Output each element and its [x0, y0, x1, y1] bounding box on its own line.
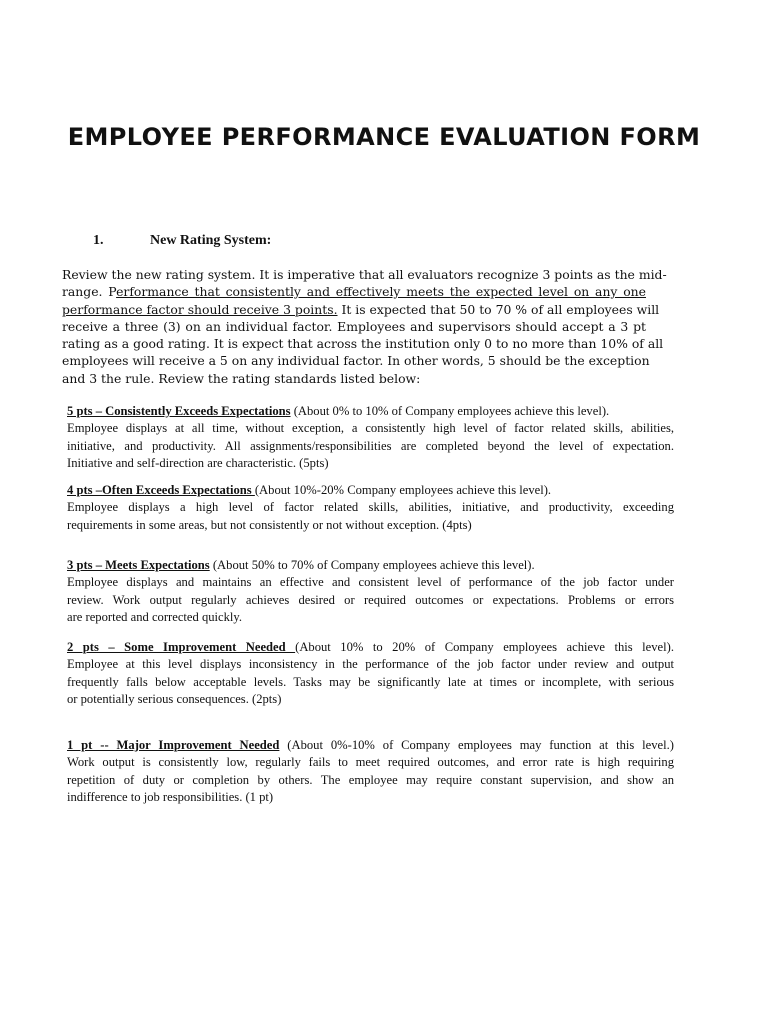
level-text-line: Employee displays at all time, without exception, a consistently high level of factor related skills, abilities,	[67, 421, 674, 436]
intro-line: rating as a good rating. It is expect that across the institution only 0 to no more than 10% of all	[62, 336, 664, 352]
rating-level-2	[67, 639, 674, 709]
intro-line: and 3 the rule. Review the rating standards listed below:	[62, 370, 421, 386]
level-text-line: requirements in some areas, but not consistently or not without exception. (4pts)	[67, 517, 472, 532]
level-share: (About 50% to 70% of Company employees achieve this level).	[209, 558, 535, 572]
level-heading-line	[67, 482, 674, 499]
level-heading-line	[67, 403, 674, 420]
level-text-line: initiative, and productivity. All assignments/responsibilities are completed beyond the level of expectation.	[67, 438, 674, 453]
level-text-line: Work output is consistently low, regularly fails to meet required outcomes, and error rate is high requiring	[67, 755, 674, 770]
level-share: (About 10%-20% Company employees achieve this level).	[254, 483, 552, 497]
level-text-line: Initiative and self-direction are characteristic. (5pts)	[67, 456, 329, 471]
level-heading: 1 pt -- Major Improvement Needed	[67, 738, 280, 752]
rating-level-3	[67, 557, 674, 627]
level-heading: 4 pts –Often Exceeds Expectations	[67, 483, 255, 497]
rating-level-4	[67, 482, 674, 534]
level-heading: 5 pts – Consistently Exceeds Expectations	[67, 404, 291, 418]
intro-line	[62, 301, 660, 318]
rating-level-1	[67, 737, 674, 807]
level-text-line: or potentially serious consequences. (2pts)	[67, 692, 282, 707]
level-share: (About 10% to 20% of Company employees achieve this level).	[295, 640, 674, 654]
level-heading-line	[67, 557, 674, 574]
level-heading: 2 pts – Some Improvement Needed	[67, 640, 296, 654]
level-text-line: Employee displays and maintains an effective and consistent level of performance of the job factor under	[67, 575, 674, 590]
level-heading: 3 pts – Meets Expectations	[67, 558, 210, 572]
level-heading-line	[67, 737, 674, 754]
intro-line	[62, 283, 646, 300]
level-text-line: indifference to job responsibilities. (1 pt)	[67, 790, 274, 805]
document-title: EMPLOYEE PERFORMANCE EVALUATION FORM	[67, 123, 701, 151]
intro-text: range. P	[62, 284, 117, 300]
intro-emphasis: performance factor should receive 3 points.	[62, 301, 338, 317]
level-share: (About 0%-10% of Company employees may function at this level.)	[279, 738, 674, 752]
intro-emphasis: erformance that consistently and effectively meets the expected level on any one	[116, 284, 646, 300]
level-text-line: frequently falls below acceptable levels. Tasks may be significantly late at times or incomplete, with serious	[67, 674, 674, 689]
section-number: 1.	[93, 233, 104, 248]
level-heading-line	[67, 639, 674, 656]
level-text-line: are reported and corrected quickly.	[67, 610, 243, 625]
intro-line: receive a three (3) on an individual factor. Employees and supervisors should accept a 3 pt	[62, 318, 646, 334]
section-label: New Rating System:	[150, 233, 272, 248]
level-text-line: repetition of duty or completion by others. The employee may require constant supervision, and show an	[67, 772, 674, 787]
intro-line: employees will receive a 5 on any individual factor. In other words, 5 should be the exception	[62, 353, 650, 369]
level-share: (About 0% to 10% of Company employees achieve this level).	[290, 404, 610, 418]
intro-paragraph	[62, 266, 667, 387]
rating-level-5	[67, 403, 674, 473]
level-text-line: Employee at this level displays inconsistency in the performance of the job factor under review and output	[67, 657, 674, 672]
level-text-line: review. Work output regularly achieves desired or required outcomes or expectations. Problems or errors	[67, 592, 674, 607]
intro-line: Review the new rating system. It is imperative that all evaluators recognize 3 points as the mid-	[62, 267, 667, 282]
level-text-line: Employee displays a high level of factor related skills, abilities, initiative, and productivity, exceeding	[67, 500, 674, 515]
intro-text: It is expected that 50 to 70 % of all employees will	[337, 301, 660, 317]
